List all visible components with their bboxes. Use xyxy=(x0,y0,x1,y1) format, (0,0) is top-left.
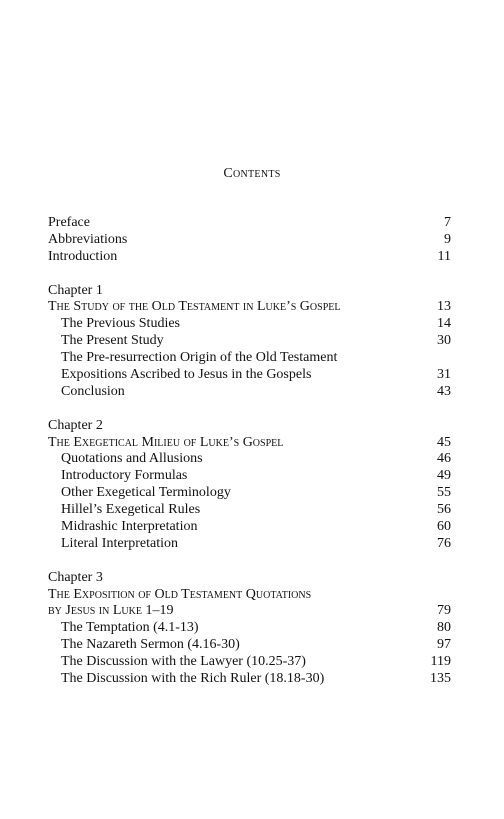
toc-entry-title: Introductory Formulas xyxy=(61,468,188,484)
toc-entry-title: The Temptation (4.1-13) xyxy=(61,620,199,636)
toc-entry-page: 97 xyxy=(437,637,451,653)
chapter-label xyxy=(48,418,451,435)
toc-entry-title: Hillel’s Exegetical Rules xyxy=(61,502,201,518)
chapter-title-entry[interactable] xyxy=(48,435,451,452)
toc-entry-title: The Previous Studies xyxy=(61,316,180,332)
toc-entry-title: Quotations and Allusions xyxy=(61,451,203,467)
chapter-title: The Exposition of Old Testament Quotations xyxy=(48,586,312,602)
toc-entry-page: 56 xyxy=(437,502,451,518)
toc-entry-page: 119 xyxy=(430,654,451,670)
toc-subentry[interactable] xyxy=(48,536,451,553)
toc-entry-title: Introduction xyxy=(48,248,118,264)
toc-entry-page: 31 xyxy=(437,367,451,383)
toc-subentry[interactable] xyxy=(48,502,451,519)
chapter-title: The Study of the Old Testament in Luke’s Gospel xyxy=(48,299,341,315)
toc-entry-title: The Discussion with the Rich Ruler (18.18-30) xyxy=(61,671,325,687)
toc-entry-title: Preface xyxy=(48,215,90,230)
toc-entry-page: 76 xyxy=(437,535,451,551)
chapter-number: Chapter 3 xyxy=(48,569,103,585)
toc-entry-title: The Discussion with the Lawyer (10.25-37) xyxy=(61,654,306,670)
toc-subentry[interactable] xyxy=(48,333,451,350)
toc-entry-page: 14 xyxy=(437,316,451,332)
toc-subentry[interactable] xyxy=(48,468,451,485)
toc-entry-title: Expositions Ascribed to Jesus in the Gospels xyxy=(61,367,312,383)
page-title xyxy=(0,166,504,182)
toc-subentry[interactable] xyxy=(48,367,451,384)
section-gap xyxy=(48,553,451,570)
toc-entry-title: Midrashic Interpretation xyxy=(61,519,198,535)
chapter-number: Chapter 1 xyxy=(48,282,103,298)
section-gap xyxy=(48,266,451,283)
toc-entry-page: 79 xyxy=(437,603,451,619)
toc-entry-title: Literal Interpretation xyxy=(61,535,178,551)
toc-entry-page: 13 xyxy=(437,299,451,315)
chapter-title-entry[interactable] xyxy=(48,587,451,604)
toc-entry-page: 60 xyxy=(437,519,451,535)
toc-entry-page: 30 xyxy=(437,333,451,349)
toc-subentry[interactable] xyxy=(48,485,451,502)
toc-entry[interactable] xyxy=(48,232,451,249)
toc-entry-title: The Pre-resurrection Origin of the Old Testament xyxy=(61,350,338,366)
toc-entry-page: 80 xyxy=(437,620,451,636)
section-gap xyxy=(48,401,451,418)
contents-heading: Contents xyxy=(223,166,281,181)
toc-subentry[interactable] xyxy=(48,384,451,401)
chapter-title: The Exegetical Milieu of Luke’s Gospel xyxy=(48,434,284,450)
chapter-title: by Jesus in Luke 1–19 xyxy=(48,603,174,619)
toc-entry[interactable] xyxy=(48,215,451,232)
toc-entry[interactable] xyxy=(48,249,451,266)
toc-entry-page: 45 xyxy=(437,434,451,450)
chapter-title-entry[interactable] xyxy=(48,603,451,620)
chapter-label xyxy=(48,283,451,300)
toc-entry-page: 46 xyxy=(437,451,451,467)
toc-subentry[interactable] xyxy=(48,451,451,468)
toc-entry-page: 7 xyxy=(444,215,451,230)
toc-entry-title: Conclusion xyxy=(61,383,125,399)
toc-entry-page: 55 xyxy=(437,485,451,501)
toc-subentry[interactable] xyxy=(48,519,451,536)
toc-entry-title: The Present Study xyxy=(61,333,164,349)
toc-subentry[interactable] xyxy=(48,671,451,688)
toc-entry-page: 49 xyxy=(437,468,451,484)
toc-entry-title: The Nazareth Sermon (4.16-30) xyxy=(61,637,240,653)
toc-subentry[interactable] xyxy=(48,637,451,654)
table-of-contents xyxy=(48,215,451,688)
toc-subentry[interactable] xyxy=(48,350,451,367)
toc-entry-page: 11 xyxy=(437,248,451,264)
chapter-number: Chapter 2 xyxy=(48,417,103,433)
toc-entry-page: 9 xyxy=(444,231,451,247)
toc-subentry[interactable] xyxy=(48,316,451,333)
toc-subentry[interactable] xyxy=(48,654,451,671)
chapter-label xyxy=(48,570,451,587)
toc-entry-page: 43 xyxy=(437,383,451,399)
toc-entry-title: Other Exegetical Terminology xyxy=(61,485,231,501)
toc-subentry[interactable] xyxy=(48,620,451,637)
chapter-title-entry[interactable] xyxy=(48,299,451,316)
toc-entry-title: Abbreviations xyxy=(48,231,128,247)
toc-entry-page: 135 xyxy=(430,671,451,687)
